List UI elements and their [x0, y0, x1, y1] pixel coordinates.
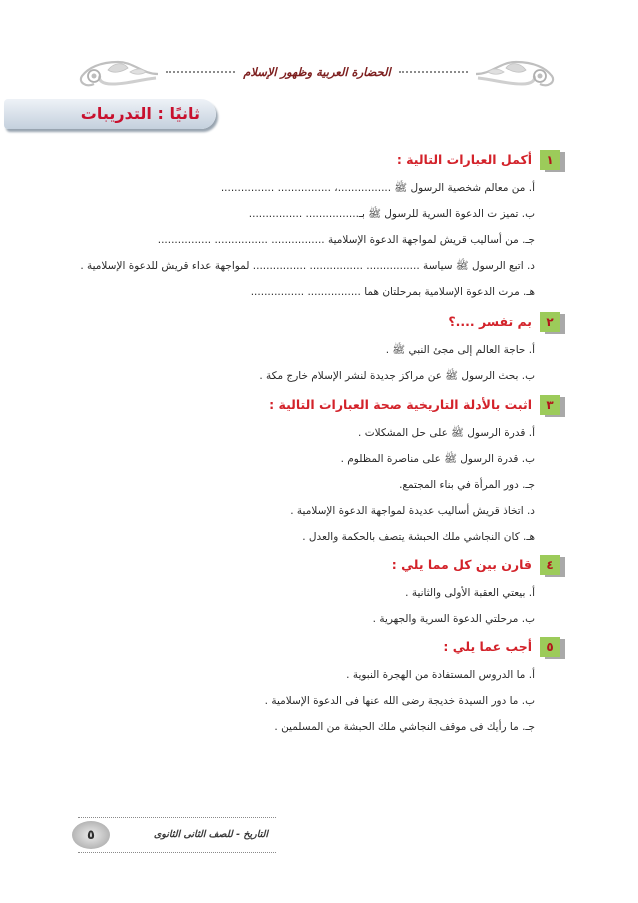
exercise-item: ب. ما دور السيدة خديجة رضى الله عنها فى الدعوة الإسلامية . — [264, 695, 535, 707]
exercise-number-badge — [540, 150, 560, 170]
exercise-items — [20, 175, 535, 305]
running-header — [72, 54, 562, 90]
exercise-5 — [0, 632, 638, 733]
exercise-items — [20, 420, 535, 550]
exercise-item: هـ. مرت الدعوة الإسلامية بمرحلتان هما ................ ................ — [250, 286, 535, 298]
section-title: ثانيًا : التدريبات — [80, 104, 200, 123]
exercise-item: د. اتخاذ قريش أساليب عديدة لمواجهة الدعوة الإسلامية . — [290, 505, 535, 517]
section-banner — [4, 99, 216, 129]
exercise-item: أ. قدرة الرسول ﷺ على حل المشكلات . — [358, 427, 535, 439]
exercise-heading: بم تفسر ....؟ — [448, 314, 532, 329]
page-number-badge — [72, 821, 110, 849]
exercise-4 — [0, 550, 638, 625]
exercise-item: أ. حاجة العالم إلى مجئ النبي ﷺ . — [385, 344, 535, 356]
exercise-number: ١ — [546, 153, 554, 167]
exercise-heading: أكمل العبارات التالية : — [396, 152, 532, 167]
chapter-title: الحضارة العربية وظهور الإسلام — [243, 65, 391, 79]
exercise-heading: أجب عما يلي : — [443, 639, 532, 654]
page-number: ٥ — [87, 827, 95, 843]
exercise-item: ب. قدرة الرسول ﷺ على مناصرة المظلوم . — [340, 453, 535, 465]
page-footer — [78, 817, 276, 853]
exercise-items — [20, 580, 535, 632]
exercise-item: ب. بحث الرسول ﷺ عن مراكز جديدة لنشر الإسلام خارج مكة . — [259, 370, 535, 382]
exercise-heading: اثبت بالأدلة التاريخية صحة العبارات التالية : — [269, 397, 532, 412]
exercise-item: أ. بيعتي العقبة الأولى والثانية . — [405, 587, 535, 599]
exercise-number: ٥ — [546, 640, 554, 654]
exercise-3 — [0, 390, 638, 543]
header-dotted-rule-left — [166, 71, 235, 73]
exercise-number-badge — [540, 312, 560, 332]
exercise-item: جـ. ما رأيك فى موقف النجاشي ملك الحبشة من المسلمين . — [274, 721, 535, 733]
exercise-number-badge — [540, 555, 560, 575]
swirl-right-icon — [474, 54, 562, 90]
exercise-2 — [0, 307, 638, 382]
exercise-item: جـ. دور المرأة في بناء المجتمع. — [399, 479, 535, 491]
swirl-left-icon — [72, 54, 160, 90]
exercise-items — [20, 337, 535, 389]
exercise-number: ٣ — [546, 398, 554, 412]
exercise-item: أ. ما الدروس المستفادة من الهجرة النبوية . — [346, 669, 535, 681]
exercise-items — [20, 662, 535, 740]
exercise-1 — [0, 145, 638, 298]
header-dotted-rule-right — [399, 71, 468, 73]
exercise-item: هـ. كان النجاشي ملك الحبشة يتصف بالحكمة والعدل . — [302, 531, 535, 543]
exercise-number: ٢ — [546, 315, 554, 329]
exercise-number-badge — [540, 395, 560, 415]
exercise-item: أ. من معالم شخصية الرسول ﷺ ................، ................ ................ — [220, 182, 535, 194]
exercise-item: ب. تميز ت الدعوة السرية للرسول ﷺ بـ................ ................ — [248, 208, 535, 220]
footer-subject: التاريخ - للصف الثانى الثانوى — [153, 829, 268, 840]
exercise-number: ٤ — [546, 558, 554, 572]
exercise-number-badge — [540, 637, 560, 657]
exercise-heading: قارن بين كل مما يلي : — [391, 557, 532, 572]
exercise-item: جـ. من أساليب قريش لمواجهة الدعوة الإسلامية ................ ................ ................ — [157, 234, 535, 246]
exercise-item: ب. مرحلتي الدعوة السرية والجهرية . — [372, 613, 535, 625]
exercise-item: د. اتبع الرسول ﷺ سياسة ................ ................ ................ لمواجهة عداء قريش للدعوة الإسلامية . — [80, 260, 535, 272]
